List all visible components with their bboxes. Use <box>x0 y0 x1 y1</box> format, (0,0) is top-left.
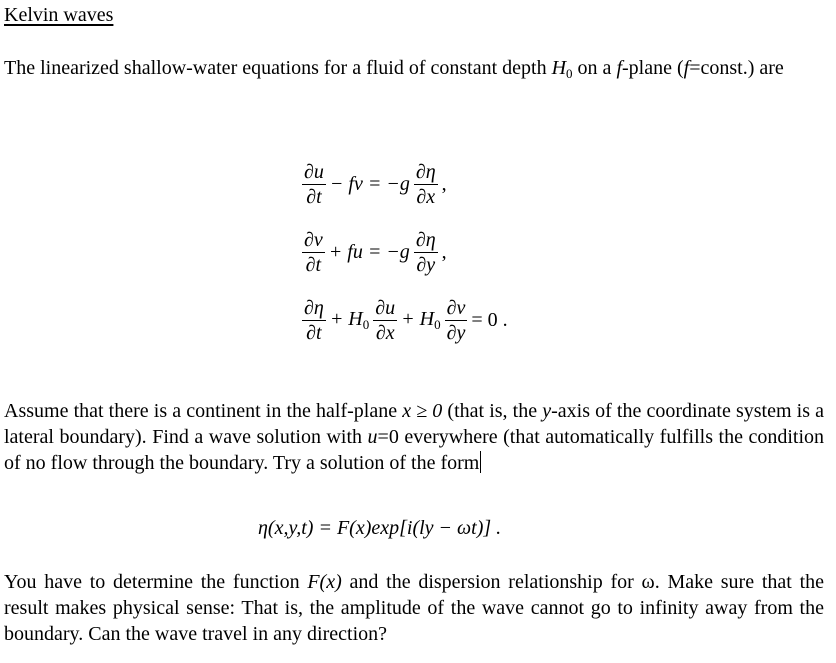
equation-u-momentum: $\frac{\partial u}{\partial t}$ − fv = −g $\frac{\partial\eta}{\partial x}$ , <box>304 160 447 208</box>
assumption-paragraph: Assume that there is a continent in the half-plane x ≥ 0 (that is, the y-axis of the coordinate system is a lateral boundary). Find a wave solution with u=0 everywhere (that automatically fulfills the condition of no flow through the boundary. Try a solution of the form <box>4 400 825 474</box>
half-plane-condition: x ≥ 0 <box>402 400 443 422</box>
equation-block <box>300 150 510 354</box>
text-cursor <box>480 451 481 473</box>
equation-v-momentum: $\frac{\partial v}{\partial t}$ + fu = −g $\frac{\partial\eta}{\partial y}$ , <box>304 228 447 276</box>
f-symbol-2: f <box>683 57 690 79</box>
intro-text-4: =const.) are <box>689 57 784 79</box>
depth-symbol: H <box>551 57 567 79</box>
intro-text-2: on a <box>572 57 617 79</box>
equation-continuity: $\frac{\partial\eta}{\partial t}$ + $H_0$ $\frac{\partial u}{\partial x}$ + $H_0$ $\frac{\partial v}{\partial y}$ = 0 . <box>304 296 508 344</box>
section-title: Kelvin waves <box>4 4 114 26</box>
trial-solution-equation: η(x,y,t) = F(x)exp[i(ly − ωt)] . <box>258 517 502 539</box>
depth-subscript: 0 <box>566 66 573 81</box>
intro-text: The linearized shallow-water equations for a fluid of constant depth <box>4 57 552 79</box>
f-symbol: f <box>616 57 622 79</box>
intro-paragraph <box>4 55 824 87</box>
question-paragraph: You have to determine the function F(x) and the dispersion relationship for ω. Make sure that the result makes physical sense: That is, the amplitude of the wave cannot go to infinity away from the boundary. Can the wave travel in any direction? <box>4 571 825 645</box>
intro-text-3: -plane ( <box>622 57 684 79</box>
